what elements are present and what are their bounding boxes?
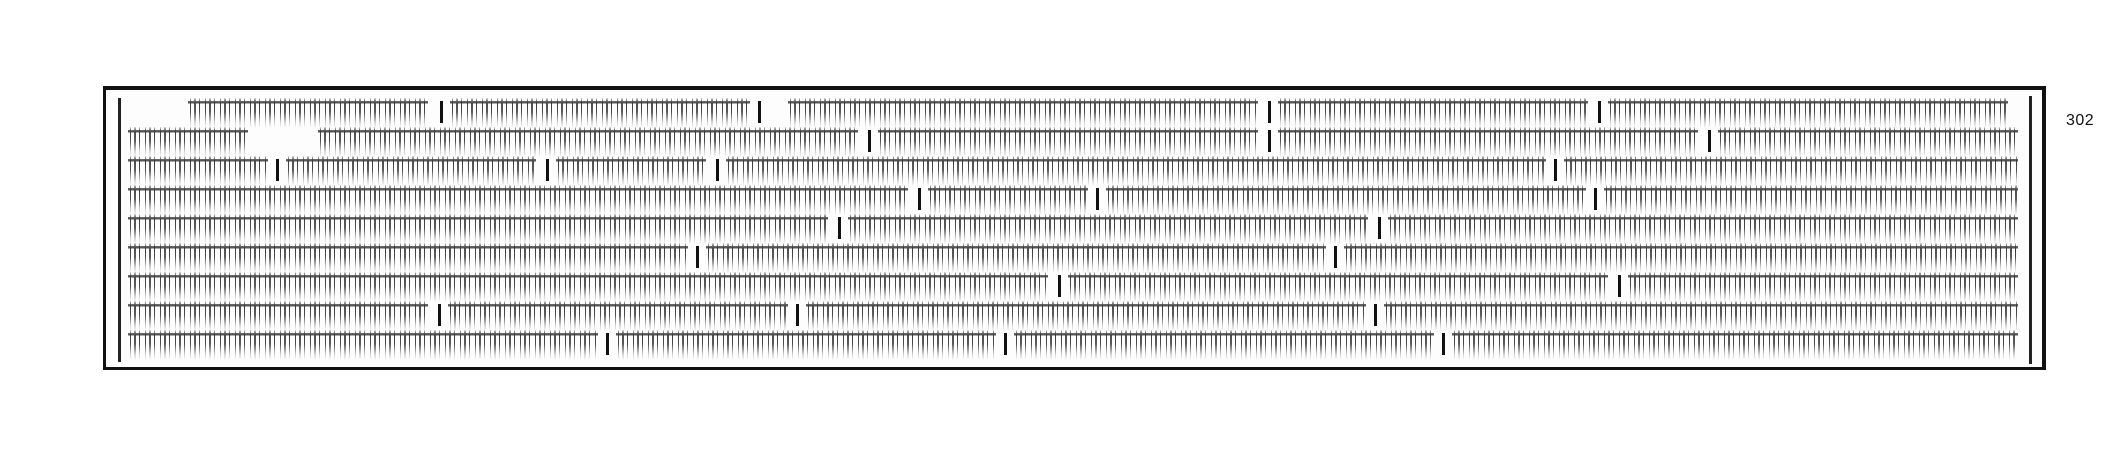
- ink-run: [128, 185, 908, 215]
- shad-mark: [838, 217, 841, 239]
- ink-run: [556, 156, 706, 186]
- ink-run: [128, 272, 1048, 302]
- tibetan-text-block: [128, 96, 2028, 366]
- shad-mark: [440, 101, 443, 123]
- text-line-1: [128, 98, 2028, 128]
- ink-run: [806, 301, 1366, 331]
- ink-run: [1452, 330, 2018, 360]
- inner-margin-rule-left: [118, 98, 121, 362]
- ink-run: [1608, 98, 2008, 128]
- shad-mark: [1442, 333, 1445, 355]
- ink-run: [726, 156, 1546, 186]
- ink-run: [128, 301, 428, 331]
- folio-border-frame: [103, 86, 2046, 370]
- ink-run: [1106, 185, 1586, 215]
- shad-mark: [758, 101, 761, 123]
- ink-run: [1068, 272, 1608, 302]
- ink-run: [1388, 214, 2018, 244]
- ink-run: [1278, 127, 1698, 157]
- shad-mark: [796, 304, 799, 326]
- text-line-2: [128, 127, 2028, 157]
- shad-mark: [1058, 275, 1061, 297]
- ink-run: [616, 330, 996, 360]
- ink-run: [188, 98, 428, 128]
- shad-mark: [696, 246, 699, 268]
- ink-run: [318, 127, 858, 157]
- ink-run: [128, 127, 248, 157]
- shad-mark: [1378, 217, 1381, 239]
- ink-run: [286, 156, 536, 186]
- ink-run: [1014, 330, 1434, 360]
- shad-mark: [868, 130, 871, 152]
- shad-mark: [546, 159, 549, 181]
- ink-run: [128, 330, 598, 360]
- inner-margin-rule-right: [2029, 96, 2032, 364]
- shad-mark: [716, 159, 719, 181]
- text-line-7: [128, 272, 2028, 302]
- shad-mark: [1374, 304, 1377, 326]
- ink-run: [128, 214, 828, 244]
- shad-mark: [606, 333, 609, 355]
- text-line-4: [128, 185, 2028, 215]
- ink-run: [1384, 301, 2018, 331]
- shad-mark: [1594, 188, 1597, 210]
- text-line-9: [128, 330, 2028, 360]
- text-line-5: [128, 214, 2028, 244]
- ink-run: [1628, 272, 2018, 302]
- ink-run: [1604, 185, 2018, 215]
- text-line-8: [128, 301, 2028, 331]
- ink-run: [450, 98, 750, 128]
- ink-run: [848, 214, 1368, 244]
- ink-run: [128, 243, 688, 273]
- text-line-3: [128, 156, 2028, 186]
- ink-run: [1278, 98, 1588, 128]
- shad-mark: [1096, 188, 1099, 210]
- shad-mark: [1268, 130, 1271, 152]
- ink-run: [1344, 243, 2018, 273]
- shad-mark: [1268, 101, 1271, 123]
- text-line-6: [128, 243, 2028, 273]
- ink-run: [128, 156, 268, 186]
- shad-mark: [276, 159, 279, 181]
- shad-mark: [1554, 159, 1557, 181]
- shad-mark: [1598, 101, 1601, 123]
- shad-mark: [1708, 130, 1711, 152]
- page-number: 302: [2066, 112, 2095, 129]
- ink-run: [878, 127, 1258, 157]
- shad-mark: [1618, 275, 1621, 297]
- ink-run: [1564, 156, 2018, 186]
- ink-run: [1718, 127, 2018, 157]
- shad-mark: [1334, 246, 1337, 268]
- ink-run: [706, 243, 1326, 273]
- shad-mark: [1004, 333, 1007, 355]
- ink-run: [928, 185, 1088, 215]
- shad-mark: [438, 304, 441, 326]
- shad-mark: [918, 188, 921, 210]
- ink-run: [448, 301, 788, 331]
- ink-run: [788, 98, 1258, 128]
